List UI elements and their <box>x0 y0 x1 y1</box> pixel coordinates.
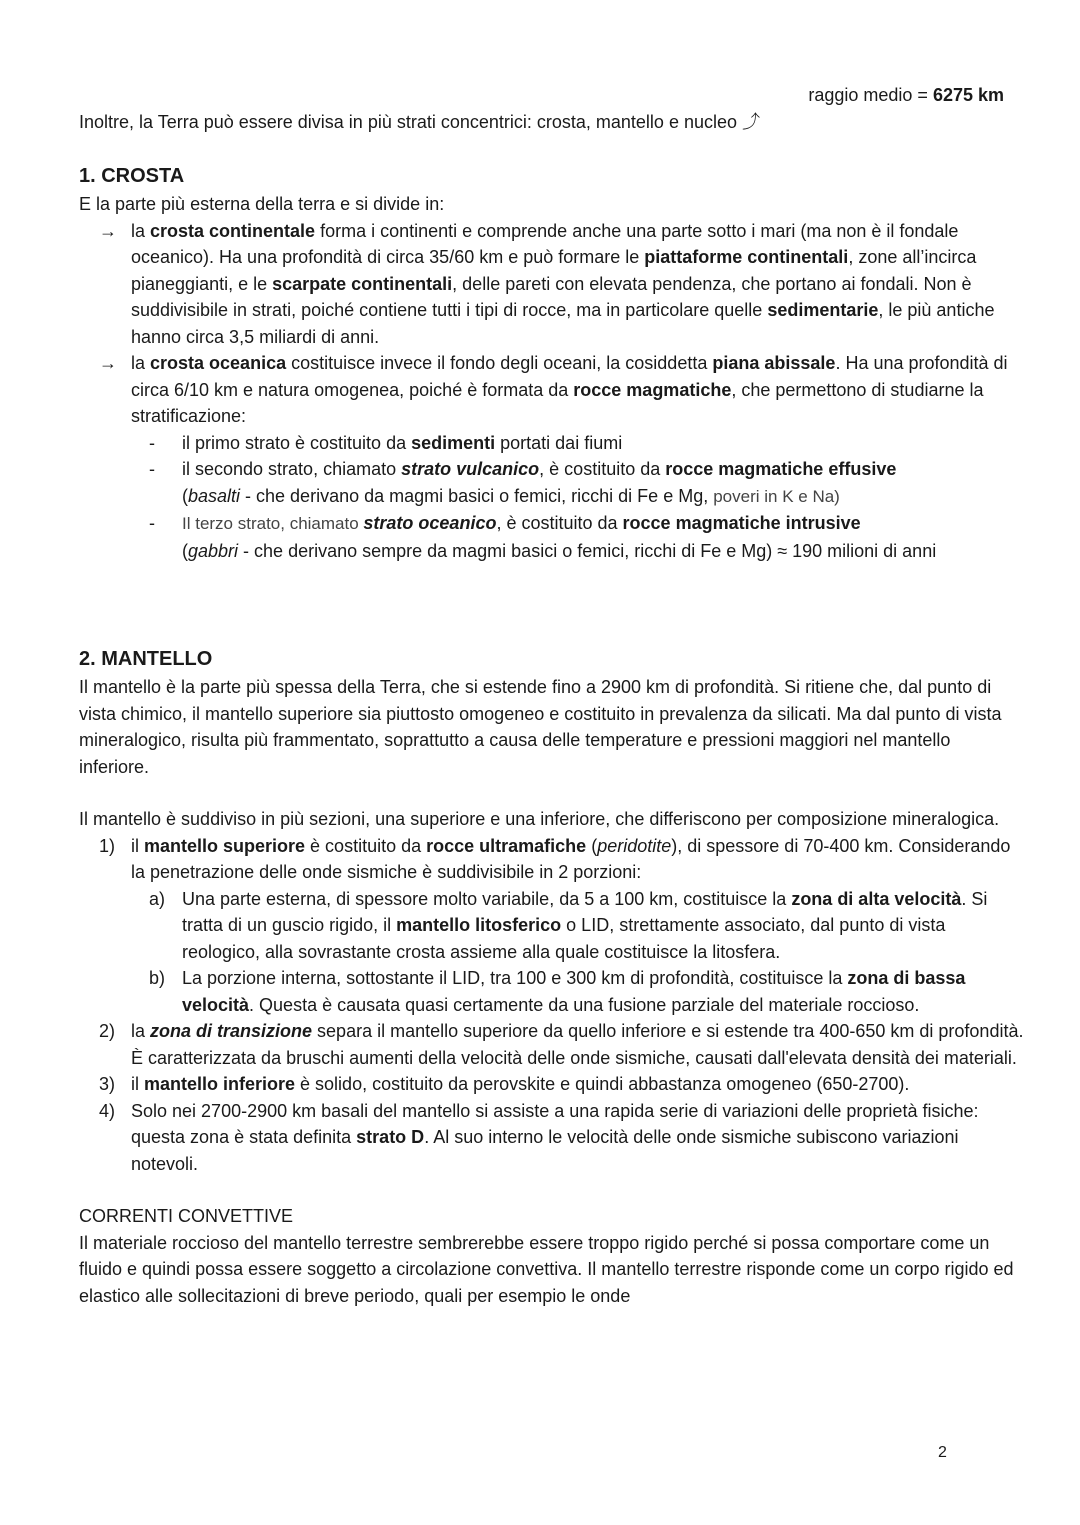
list-number: 2) <box>99 1021 116 1041</box>
dash-bullet: - <box>149 432 155 453</box>
list-letter: a) <box>149 888 166 909</box>
list-number: 3) <box>99 1074 116 1094</box>
list-item-strato-d: 4) Solo nei 2700-2900 km basali del mantello si assiste a una rapida serie di variazioni delle proprietà fisiche: questa zona è stata definita strato D. Al suo interno le velocità delle onde sismiche subiscono variazioni notevoli. <box>79 1098 1024 1178</box>
document-page <box>79 82 1024 1309</box>
crosta-intro: E la parte più esterna della terra e si divide in: <box>79 194 445 214</box>
arrow-bullet: → <box>99 353 117 373</box>
dash-bullet: - <box>149 513 155 533</box>
list-letter: b) <box>149 968 166 988</box>
list-item-zona-bassa-velocita: b) La porzione interna, sottostante il LID, tra 100 e 300 km di profondità, costituisce la zona di bassa velocità. Questa è causata quasi certamente da una fusione parziale del materiale roccioso. <box>79 965 1024 1018</box>
list-item-oceanic-crust: → la crosta oceanica costituisce invece il fondo degli oceani, la cosiddetta piana abissale. Ha una profondità di circa 6/10 km e natura omogenea, poiché è formata da rocce magmatiche, che permettono di studiarne la stratificazione: <box>79 350 1024 430</box>
list-item-layer-3: - Il terzo strato, chiamato strato oceanico, è costituito da rocce magmatiche intrusive (gabbri - che derivano sempre da magmi basici o femici, ricchi di Fe e Mg) ≈ 190 milioni di anni <box>79 510 1024 564</box>
section-heading-mantello: 2. MANTELLO <box>79 648 213 670</box>
list-item-mantello-superiore: 1) il mantello superiore è costituito da rocce ultramafiche (peridotite), di spessore di 70-400 km. Considerando la penetrazione delle onde sismiche è suddivisibile in 2 porzioni: <box>79 833 1024 886</box>
arrow-bullet: → <box>99 220 117 241</box>
intro-paragraph: Inoltre, la Terra può essere divisa in più strati concentrici: crosta, mantello e nucleo ⤴ <box>79 111 760 132</box>
mantello-paragraph-2: Il mantello è suddiviso in più sezioni, una superiore e una inferiore, che differiscono per composizione mineralogica. <box>79 809 1000 829</box>
list-item-layer-1: - il primo strato è costituito da sedimenti portati dai fiumi <box>79 430 1024 457</box>
dash-bullet: - <box>149 459 155 479</box>
correnti-paragraph: Il materiale roccioso del mantello terrestre sembrerebbe essere troppo rigido perché si possa comportare come un fluido e quindi possa essere soggetto a circolazione convettiva. Il mantello terrestre risponde come un corpo rigido ed elastico alle sollecitazioni di breve periodo, quali per esempio le onde <box>79 1232 1014 1306</box>
list-item-mantello-inferiore: 3) il mantello inferiore è solido, costituito da perovskite e quindi abbastanza omogeneo (650-2700). <box>79 1071 1024 1098</box>
page-number: 2 <box>938 1444 947 1461</box>
list-item-layer-2: - il secondo strato, chiamato strato vulcanico, è costituito da rocce magmatiche effusive (basalti - che derivano da magmi basici o femici, ricchi di Fe e Mg, poveri in K e Na) <box>79 456 1024 510</box>
list-item-zona-alta-velocita: a) Una parte esterna, di spessore molto variabile, da 5 a 100 km, costituisce la zona di alta velocità. Si tratta di un guscio rigido, il mantello litosferico o LID, strettamente associato, dal punto di vista reologico, alla sovrastante crosta assieme alla quale costituisce la litosfera. <box>79 886 1024 966</box>
mantello-paragraph-1: Il mantello è la parte più spessa della Terra, che si estende fino a 2900 km di profondità. Si ritiene che, dal punto di vista chimico, il mantello superiore sia piuttosto omogeneo e costituito in prevalenza da silicati. Ma dal punto di vista mineralogico, risulta più frammentato, soprattutto a causa delle temperature e pressioni maggiori nel mantello inferiore. <box>79 677 1002 777</box>
list-item-zona-transizione: 2) la zona di transizione separa il mantello superiore da quello inferiore e si estende tra 400-650 km di profondità. È caratterizzata da bruschi aumenti della velocità delle onde sismiche, causati dall'elevata densità dei materiali. <box>79 1018 1024 1071</box>
list-number: 1) <box>99 835 116 856</box>
list-number: 4) <box>99 1100 116 1121</box>
section-heading-correnti: CORRENTI CONVETTIVE <box>79 1206 294 1226</box>
radius-line: raggio medio = 6275 km <box>808 85 1004 105</box>
list-item-continental-crust: → la crosta continentale forma i continenti e comprende anche una parte sotto i mari (ma non è il fondale oceanico). Ha una profondità di circa 35/60 km e può formare le piattaforme continentali, zone all’incirca pianeggianti, e le scarpate continentali, delle pareti con elevata pendenza, che portano ai fondali. Non è suddivisibile in strati, poiché contiene tutti i tipi di rocce, ma in particolare quelle sedimentarie, le più antiche hanno circa 3,5 miliardi di anni. <box>79 218 1024 351</box>
section-heading-crosta: 1. CROSTA <box>79 165 185 187</box>
